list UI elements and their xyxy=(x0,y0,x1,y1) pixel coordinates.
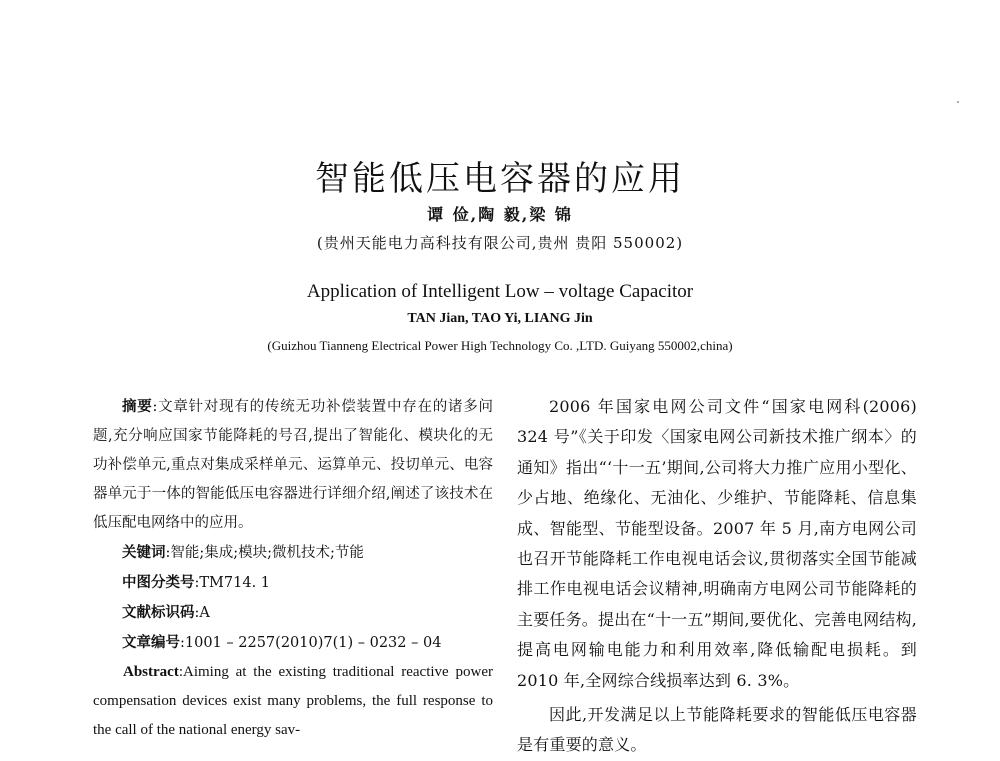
scan-speck xyxy=(957,101,959,103)
clc-text: :TM714. 1 xyxy=(194,575,271,591)
english-abstract-text: :Aiming at the existing traditional reactive power compensation devices exist many problems, the full response to the call of the national energy sav- xyxy=(93,664,493,738)
body-paragraph-1: 2006 年国家电网公司文件“国家电网科(2006) 324 号”《关于印发〈国家电网公司新技术推广纲本〉的通知》指出“‘十一五’期间,公司将大力推广应用小型化、少占地、绝缘化、无油化、少维护、节能降耗、信息集成、智能型、节能型设备。2007 年 5 月,南方电网公司也召开节能降耗工作电视电话会议,贯彻落实全国节能减排工作电视电话会议精神,明确南方电网公司节能降耗的主要任务。提出在“十一五”期间,要优化、完善电网结构,提高电网输电能力和利用效率,降低输配电损耗。到 2010 年,全网综合线损率达到 6. 3%。 xyxy=(517,397,917,690)
right-column xyxy=(517,392,917,761)
article-number xyxy=(93,628,493,658)
article-no-text: :1001 – 2257(2010)7(1) – 0232 – 04 xyxy=(180,635,442,651)
clc-label: 中图分类号 xyxy=(122,574,195,591)
document-code xyxy=(93,598,493,628)
doc-code-text: :A xyxy=(194,605,210,621)
english-authors: TAN Jian, TAO Yi, LIANG Jin xyxy=(407,311,593,326)
clc-number xyxy=(93,568,493,598)
english-title: Application of Intelligent Low – voltage Capacitor xyxy=(306,281,694,302)
abstract-label: 摘要 xyxy=(122,398,153,415)
keywords-label: 关键词 xyxy=(122,544,166,561)
chinese-abstract xyxy=(93,392,493,538)
left-column xyxy=(93,392,493,745)
affiliation: (贵州天能电力高科技有限公司,贵州 贵阳 550002) xyxy=(316,234,684,252)
doc-code-label: 文献标识码 xyxy=(122,604,195,621)
paper-title: 智能低压电容器的应用 xyxy=(315,158,685,199)
abstract-text: :文章针对现有的传统无功补偿装置中存在的诸多问题,充分响应国家节能降耗的号召,提出了智能化、模块化的无功补偿单元,重点对集成采样单元、运算单元、投切单元、电容器单元于一体的智能低压电容器进行详细介绍,阐述了该技术在低压配电网络中的应用。 xyxy=(93,399,493,531)
english-abstract xyxy=(93,658,493,745)
body-paragraph-2: 因此,开发满足以上节能降耗要求的智能低压电容器是有重要的意义。 xyxy=(517,705,917,755)
keywords xyxy=(93,538,493,568)
english-affiliation: (Guizhou Tianneng Electrical Power High Technology Co. ,LTD. Guiyang 550002,china) xyxy=(267,338,733,353)
keywords-text: :智能;集成;模块;微机技术;节能 xyxy=(165,545,364,561)
authors: 谭 俭,陶 毅,梁 锦 xyxy=(427,205,573,224)
english-abstract-label: Abstract xyxy=(123,664,179,680)
article-no-label: 文章编号 xyxy=(122,634,180,651)
